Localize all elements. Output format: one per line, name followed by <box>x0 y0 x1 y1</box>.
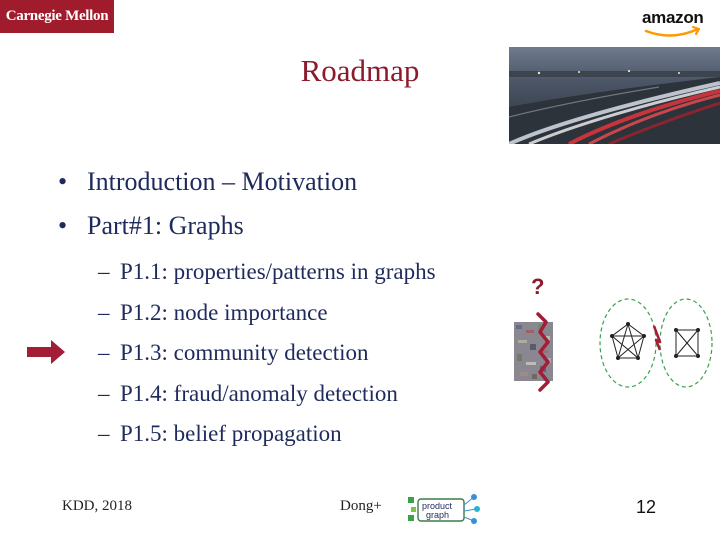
bullet-dot-icon: • <box>58 211 68 240</box>
slide-title: Roadmap <box>300 53 420 88</box>
bullet-item <box>58 167 357 211</box>
sub-bullet-item-current <box>98 340 436 381</box>
sub-bullet-list <box>98 259 436 462</box>
current-item-arrow-icon <box>27 339 65 365</box>
sub-bullet-item <box>98 300 436 341</box>
squiggle-icon <box>532 310 556 394</box>
sub-bullet-item <box>98 259 436 300</box>
product-graph-logo <box>406 489 484 527</box>
footer-author: Dong+ <box>340 498 382 514</box>
dash-icon: – <box>98 259 110 284</box>
sub-bullet-item <box>98 381 436 422</box>
dash-icon: – <box>98 340 110 365</box>
amazon-logo <box>634 4 712 38</box>
sub-bullet-text: P1.1: properties/patterns in graphs <box>120 259 436 284</box>
bullet-text: Introduction – Motivation <box>87 167 358 196</box>
amazon-logo-text: amazon <box>642 8 704 27</box>
sub-bullet-text: P1.4: fraud/anomaly detection <box>120 380 398 406</box>
dash-icon: – <box>98 299 110 325</box>
carnegie-mellon-logo <box>0 0 114 33</box>
bullet-item <box>58 211 357 255</box>
sub-bullet-text: P1.3: community detection <box>120 340 369 365</box>
highway-photo <box>509 47 720 144</box>
logo-text-top: product <box>422 501 453 511</box>
dash-icon: – <box>98 380 110 406</box>
sub-bullet-item <box>98 421 436 462</box>
carnegie-mellon-logo-text: Carnegie Mellon <box>5 8 109 24</box>
footer-venue: KDD, 2018 <box>62 498 132 514</box>
amazon-smile-icon <box>634 4 712 38</box>
sub-bullet-text: P1.2: node importance <box>120 299 328 325</box>
question-mark: ? <box>531 274 545 299</box>
page-number: 12 <box>636 497 657 517</box>
dash-icon: – <box>98 421 110 446</box>
logo-text-bottom: graph <box>426 510 450 520</box>
bullet-dot-icon: • <box>58 167 68 196</box>
community-graphs-icon <box>598 296 714 390</box>
main-bullet-list <box>58 167 357 255</box>
sub-bullet-text: P1.5: belief propagation <box>120 421 342 446</box>
bullet-text: Part#1: Graphs <box>87 211 244 240</box>
